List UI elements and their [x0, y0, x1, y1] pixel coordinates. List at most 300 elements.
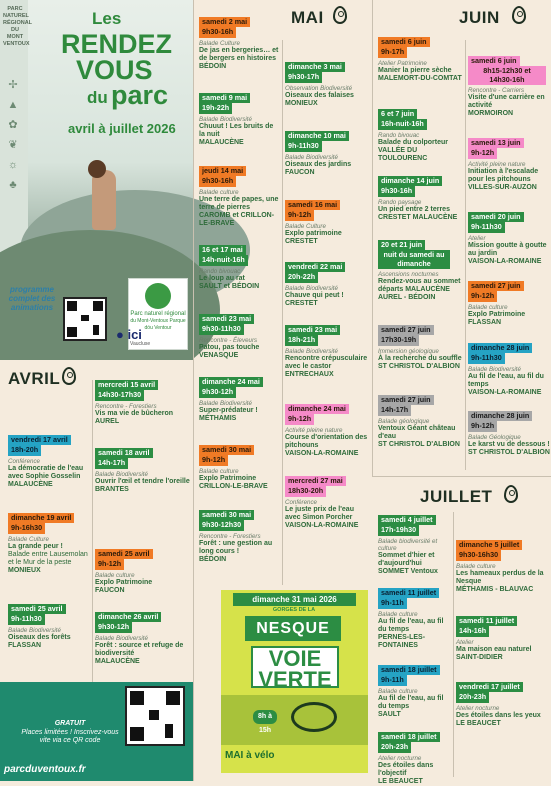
event-category: Balade Biodiversité [285, 284, 338, 292]
column-divider [193, 0, 194, 781]
title-les: Les [92, 9, 122, 28]
event-date: dimanche 24 mai [285, 404, 349, 414]
event-time: 16h-nuit-16h [378, 119, 427, 129]
event-date: samedi 11 juillet [378, 588, 439, 598]
event-place: FLASSAN [8, 641, 42, 649]
event-date: dimanche 28 juin [468, 411, 532, 421]
event-juin-6b[interactable] [468, 56, 550, 118]
event-category: Balade Biodiversité [199, 399, 252, 407]
event-title: Explo Patrimoine [95, 578, 153, 586]
event-date: dimanche 19 avril [8, 513, 74, 523]
event-place: ST CHRISTOL D'ALBION [378, 440, 460, 448]
event-date: jeudi 14 mai [199, 166, 246, 176]
event-place: VALLÉE DU TOULOURENC [378, 146, 428, 162]
event-place: MALEMORT-DU-COMTAT [378, 74, 462, 82]
event-category: Balade Biodiversité [285, 153, 338, 161]
event-juillet-18b[interactable] [378, 732, 452, 786]
event-time: 9h-11h30 [285, 141, 322, 151]
event-place: SAULT et BÉDOIN [199, 282, 260, 290]
event-avril-15[interactable] [95, 380, 191, 426]
event-category: Atelier [456, 638, 474, 646]
event-time: 9h30-11h30 [199, 324, 244, 334]
event-date: vendredi 17 juillet [456, 682, 523, 692]
event-speaker: avec Sophie Gosselin [8, 472, 81, 480]
event-mai-27[interactable] [285, 476, 369, 530]
event-place: VAISON-LA-ROMAINE [468, 388, 542, 396]
event-category: Rando bivouac [199, 267, 241, 275]
event-mai-24a[interactable] [199, 377, 279, 423]
event-time: 9h30-16h [199, 27, 236, 37]
event-date: samedi 9 mai [199, 93, 250, 103]
event-avril-25b[interactable] [8, 604, 90, 650]
event-date: dimanche 24 mai [199, 377, 263, 387]
event-place: LE BEAUCET [456, 719, 501, 727]
event-category: Atelier nocturne [378, 754, 422, 762]
event-place: ENTRECHAUX [285, 370, 334, 378]
event-juin-28b[interactable] [468, 411, 550, 457]
event-mai-30a[interactable] [199, 445, 279, 491]
event-date: vendredi 22 mai [285, 262, 345, 272]
event-place: PERNES-LES-FONTAINES [378, 633, 426, 649]
event-place: MÉTHAMIS [199, 414, 237, 422]
event-place: MALAUCÈNE [8, 480, 53, 488]
event-title: La démocratie de l'eau [8, 464, 84, 472]
event-place: ST CHRISTOL D'ALBION [468, 448, 550, 456]
event-date: 6 et 7 juin [378, 109, 417, 119]
event-category: Balade culture [378, 687, 418, 695]
sun-icon: ☼ [7, 159, 19, 171]
programme-text: programme complet des animations [8, 285, 56, 312]
event-time: 9h-16h30 [8, 523, 45, 533]
gratuit-text: GRATUIT [54, 720, 86, 727]
event-time: 9h-11h [378, 675, 407, 685]
divider [282, 40, 283, 585]
event-date: samedi 25 avril [95, 549, 153, 559]
event-time: 9h30-12h [199, 387, 236, 397]
event-title: Forêt : une gestion au long cours ! [199, 539, 273, 555]
event-title: Chauve qui peut ! [285, 291, 344, 299]
event-category: Rando paysage [378, 198, 422, 206]
gorges-text: GORGES DE LA [272, 607, 316, 613]
event-time: 9h30-12h30 [199, 520, 244, 530]
event-title: Super-prédateur ! [199, 406, 258, 414]
event-time: 18h-20h [8, 445, 41, 455]
event-title: Ventoux Géant château d'eau [378, 424, 456, 440]
event-mai-30b[interactable] [199, 510, 279, 564]
event-date: samedi 30 mai [199, 510, 254, 520]
event-category: Rencontre - Carriers [468, 86, 525, 94]
event-title: Le juste prix de l'eau [285, 505, 354, 513]
event-time: 9h-11h30 [468, 222, 505, 232]
event-category: Conférence [8, 457, 40, 465]
event-date: samedi 2 mai [199, 17, 250, 27]
event-place: SAULT [378, 710, 401, 718]
month-avril: AVRIL [8, 369, 61, 388]
event-juin-28a[interactable] [468, 343, 550, 397]
event-date: samedi 20 juin [468, 212, 524, 222]
event-title: Visite d'une carrière en activité [468, 93, 545, 109]
month-juillet: JUILLET [420, 487, 493, 506]
event-date: samedi 16 mai [285, 200, 340, 210]
voie-verte-poster[interactable] [221, 590, 368, 773]
event-time: 9h30-16h30 [456, 550, 501, 560]
event-title: De jas en bergeries… et de bergers en histoires [199, 46, 279, 62]
event-place: FLASSAN [468, 318, 502, 326]
event-time: 9h30-16h [378, 186, 415, 196]
title-du: du [87, 88, 108, 107]
event-category: Balade culture [378, 610, 418, 618]
event-time: 9h30-17h [285, 72, 322, 82]
event-time: nuit du samedi au dimanche [378, 250, 450, 269]
event-title: Un pied entre 2 terres [378, 205, 450, 213]
event-place: MONIEUX [285, 99, 318, 107]
event-time: 9h-12h [468, 291, 497, 301]
event-date: mercredi 27 mai [285, 476, 346, 486]
event-time: 14h-17h [95, 458, 128, 468]
signup-qr-code[interactable] [125, 686, 185, 746]
voie-verte-date: dimanche 31 mai 2026 [233, 593, 356, 606]
event-place: CRESTET [285, 299, 318, 307]
event-category: Rencontre - Éleveurs [199, 336, 258, 344]
event-place: VAISON-LA-ROMAINE [285, 449, 359, 457]
event-title: Vis ma vie de bûcheron [95, 409, 174, 417]
event-time: 18h-21h [285, 335, 318, 345]
gratuit-note [20, 720, 120, 746]
event-date: samedi 30 mai [199, 445, 254, 455]
event-mai-23a[interactable] [199, 314, 279, 360]
event-juin-20a[interactable] [468, 212, 550, 266]
flower-icon: ✿ [8, 119, 18, 131]
voie-verte-hours: 8h à 15h [253, 710, 277, 724]
bicycle-icon [291, 702, 337, 732]
event-juin-13[interactable] [468, 138, 550, 192]
event-title: Oiseaux des jardins [285, 160, 352, 168]
event-place: MONIEUX [8, 566, 41, 574]
event-category: Balade Biodiversité [468, 365, 521, 373]
event-title: Chuuut ! Les bruits de la nuit [199, 122, 274, 138]
event-place: BÉDOIN [199, 555, 227, 563]
subtitle: avril à juillet 2026 [68, 121, 176, 136]
event-title: Le loup au rat [199, 274, 245, 282]
event-date: samedi 27 juin [378, 395, 434, 405]
event-mai-16[interactable] [285, 200, 369, 246]
location-pin-icon [512, 6, 526, 24]
event-time: 9h-12h [468, 148, 497, 158]
event-time: 9h-11h30 [8, 614, 45, 624]
badge-ventoux-text: du Mont-Ventoux Parque dóu Ventour [130, 318, 186, 331]
title-vous: VOUS [76, 55, 153, 85]
event-date: samedi 11 juillet [456, 616, 517, 626]
event-place: MÉTHAMIS - BLAUVAC [456, 585, 534, 593]
event-title: Explo Patrimoine [199, 474, 257, 482]
event-date: dimanche 5 juillet [456, 540, 522, 550]
event-category: Atelier [468, 234, 486, 242]
event-place: MALAUCÈNE [95, 657, 140, 665]
event-date: dimanche 26 avril [95, 612, 161, 622]
event-category: Observation Biodiversité [285, 84, 353, 92]
event-mai-24b[interactable] [285, 404, 369, 458]
event-category: Activité pleine nature [285, 426, 343, 434]
divider [92, 380, 93, 682]
event-category: Activité pleine nature [468, 160, 526, 168]
event-place: ST CHRISTOL D'ALBION [378, 362, 460, 370]
event-title: Le karst vu de dessous ! [468, 440, 550, 448]
event-time: 20h-23h [378, 742, 411, 752]
event-category: Balade géologique [378, 417, 430, 425]
event-place: VILLES-SUR-AUZON [468, 183, 537, 191]
ici-text: ici [127, 327, 142, 342]
hiker-head [88, 160, 106, 178]
event-category: Balade culture [456, 562, 496, 570]
event-time: 9h-12h [468, 421, 497, 431]
event-title: Course d'orientation des pitchouns [285, 433, 368, 449]
event-juin-20-21[interactable] [378, 240, 462, 302]
event-category: Balade culture [199, 188, 239, 196]
event-category: Rencontre - Forestiers [95, 402, 157, 410]
event-title: Manier la pierre sèche [378, 66, 452, 74]
event-time: 8h15-12h30 et 14h30-16h [468, 66, 546, 85]
event-title: Les hameaux perdus de la Nesque [456, 569, 544, 585]
event-title: Forêt : source et refuge de biodiversité [95, 641, 184, 657]
event-category: Balade culture [468, 303, 508, 311]
event-avril-26[interactable] [95, 612, 191, 666]
mountain-icon: ▲ [7, 99, 19, 111]
location-pin-icon [333, 6, 347, 24]
event-category: Balade Biodiversité [199, 115, 252, 123]
divider [465, 40, 466, 470]
event-date: dimanche 14 juin [378, 176, 442, 186]
event-date: samedi 6 juin [378, 37, 430, 47]
event-time: 9h-12h [285, 210, 314, 220]
event-date: samedi 18 juillet [378, 665, 440, 675]
cover-poster [0, 0, 193, 360]
event-title: Explo Patrimoine [468, 310, 526, 318]
hiker-figure [92, 170, 116, 230]
event-time: 9h-12h [285, 414, 314, 424]
event-time: 17h30-19h [378, 335, 419, 345]
event-title: Rendez-vous au sommet [378, 277, 461, 285]
event-title: Des étoiles dans les yeux [456, 711, 541, 719]
ici-logo: ● ici Vaucluse [116, 327, 151, 347]
event-date: samedi 27 juin [468, 281, 524, 291]
event-avril-19[interactable] [8, 513, 90, 575]
divider [453, 512, 454, 777]
badge-parc-text: Parc naturel régional [130, 311, 186, 317]
event-place: BÉDOIN [199, 62, 227, 70]
event-title: Mission goutte à goutte au jardin [468, 241, 547, 257]
website-link[interactable]: parcduventoux.fr [4, 764, 86, 775]
event-date: samedi 4 juillet [378, 515, 436, 525]
event-date: 16 et 17 mai [199, 245, 246, 255]
ici-sub: Vaucluse [130, 341, 151, 347]
nesque-title: NESQUE [245, 616, 341, 641]
event-juin-14[interactable] [378, 176, 462, 222]
event-time: 20h-22h [285, 272, 318, 282]
event-place: SAINT-DIDIER [456, 653, 503, 661]
event-title: Ma maison eau naturel [456, 645, 532, 653]
event-category: Balade culture [95, 571, 135, 579]
event-title: À la recherche du souffle [378, 354, 462, 362]
event-category: Immersion géologique [378, 347, 439, 355]
voie-verte-title: VOIE VERTE [251, 646, 339, 688]
event-mai-9[interactable] [199, 93, 279, 147]
event-category: Balade culture [199, 467, 239, 475]
event-category: Atelier nocturne [456, 704, 500, 712]
event-juin-27a[interactable] [468, 281, 550, 327]
event-date: mercredi 15 avril [95, 380, 158, 390]
event-juillet-11a[interactable] [378, 588, 452, 650]
event-category: Balade Culture [285, 222, 326, 230]
event-speaker: avec Simon Porcher [285, 513, 353, 521]
side-icons [6, 75, 20, 195]
event-time: 14h30-17h30 [95, 390, 144, 400]
event-time: 9h-12h [95, 559, 124, 569]
event-place: VENASQUE [199, 351, 239, 359]
event-juin-6a[interactable] [378, 37, 462, 83]
leaf-icon: ❦ [8, 139, 18, 151]
tree-icon: ♣ [9, 179, 17, 191]
event-category: Balade Culture [199, 39, 240, 47]
event-title: Sommet d'hier et d'aujourd'hui [378, 551, 435, 567]
event-juillet-5[interactable] [456, 540, 550, 594]
event-category: Balade Géologique [468, 433, 521, 441]
event-title: Rencontre crépusculaire avec le castor [285, 354, 368, 370]
event-date: vendredi 17 avril [8, 435, 71, 445]
event-juillet-18a[interactable] [378, 665, 452, 719]
event-place: CRILLON-LE-BRAVE [199, 482, 268, 490]
event-category: Balade Biodiversité [95, 634, 148, 642]
event-category: Conférence [285, 498, 317, 506]
event-title: Des étoiles dans l'objectif [378, 761, 434, 777]
event-place: MALAUCÈNE [199, 138, 244, 146]
event-title: Oiseaux des falaises [285, 91, 354, 99]
event-time: 14h-nuit-16h [199, 255, 248, 265]
event-category: Rencontre - Forestiers [199, 532, 261, 540]
event-place: départs MALAUCÈNE AUREL - BÉDOIN [378, 285, 450, 301]
event-place: AUREL [95, 417, 120, 425]
event-time: 9h-11h30 [468, 353, 505, 363]
event-subtitle: Balade entre Lausemolan et le Mur de la peste [8, 550, 88, 566]
event-juillet-4[interactable] [378, 515, 452, 576]
event-mai-16-17[interactable] [199, 245, 279, 291]
event-place: MORMOIRON [468, 109, 514, 117]
event-juillet-17[interactable] [456, 682, 550, 728]
event-mai-14[interactable] [199, 166, 279, 228]
event-category: Ascensions nocturnes [378, 270, 439, 278]
event-title: Ouvrir l'œil et tendre l'oreille [95, 477, 190, 485]
event-title: La grande peur ! [8, 542, 63, 550]
event-juin-27b[interactable] [378, 325, 462, 371]
event-place: CRESTET [285, 237, 318, 245]
event-title: Au fil de l'eau, au fil du temps [378, 694, 444, 710]
event-mai-22[interactable] [285, 262, 369, 308]
event-mai-2[interactable] [199, 17, 279, 71]
event-juin-27c[interactable] [378, 395, 462, 449]
event-mai-3[interactable] [285, 62, 369, 108]
event-time: 14h-17h [378, 405, 411, 415]
event-place: VAISON-LA-ROMAINE [468, 257, 542, 265]
event-date: samedi 25 avril [8, 604, 66, 614]
location-pin-icon [62, 367, 76, 385]
event-avril-17[interactable] [8, 435, 90, 489]
event-time: 14h-16h [456, 626, 489, 636]
event-place: SOMMET Ventoux [378, 567, 438, 575]
event-title: Balade du colporteur [378, 138, 449, 146]
title-rendez: RENDEZ [61, 29, 173, 59]
event-time: 9h-17h [378, 47, 407, 57]
event-title: Explo patrimoine [285, 229, 342, 237]
event-time: 19h-22h [199, 103, 232, 113]
event-mai-23b[interactable] [285, 325, 369, 379]
event-place: BRANTES [95, 485, 129, 493]
bird-icon: ✢ [8, 79, 18, 91]
event-date: samedi 23 mai [285, 325, 340, 335]
event-place: FAUCON [95, 586, 125, 594]
event-category: Balade Culture [8, 535, 49, 543]
places-limitees-text: Places limitées ! Inscrivez-vous vite via ce QR code [21, 728, 119, 744]
event-category: Atelier Patrimoine [378, 59, 427, 67]
event-date: dimanche 28 juin [468, 343, 532, 353]
event-title: Initiation à l'escalade pour les pitchouns [468, 167, 539, 183]
event-date: samedi 13 juin [468, 138, 524, 148]
event-place: LE BEAUCET [378, 777, 423, 785]
event-time: 17h-19h30 [378, 525, 419, 535]
event-date: 20 et 21 juin [378, 240, 425, 250]
event-place: VAISON-LA-ROMAINE [285, 521, 359, 529]
event-category: Balade Biodiversité [95, 470, 148, 478]
event-category: Balade Biodiversité [8, 626, 61, 634]
mai-a-velo-logo: MAI à vélo [225, 750, 275, 761]
divider [372, 476, 551, 477]
event-date: samedi 27 juin [378, 325, 434, 335]
event-date: samedi 23 mai [199, 314, 254, 324]
title-parc: parc [111, 80, 169, 110]
event-place: CRESTET MALAUCÈNE [378, 213, 458, 221]
event-time: 9h30-12h [95, 622, 132, 632]
parc-logo-icon [145, 283, 171, 309]
event-title: Au fil de l'eau, au fil du temps [468, 372, 544, 388]
event-time: 9h-12h [199, 455, 228, 465]
event-time: 18h30-20h [285, 486, 326, 496]
event-date: dimanche 3 mai [285, 62, 345, 72]
event-time: 9h30-16h [199, 176, 236, 186]
event-mai-10[interactable] [285, 131, 369, 177]
event-place: CAROMB et CRILLON-LE-BRAVE [199, 211, 275, 227]
event-date: dimanche 10 mai [285, 131, 349, 141]
event-date: samedi 18 juillet [378, 732, 440, 742]
event-juillet-11b[interactable] [456, 616, 550, 662]
event-time: 20h-23h [456, 692, 489, 702]
event-category: Rando bivouac [378, 131, 420, 139]
location-pin-icon [504, 485, 518, 503]
month-mai: MAI [291, 8, 324, 27]
event-place: FAUCON [285, 168, 315, 176]
programme-qr-code[interactable] [63, 297, 107, 341]
event-time: 9h-11h [378, 598, 407, 608]
event-date: samedi 18 avril [95, 448, 153, 458]
event-category: Balade biodiversité et culture [378, 537, 438, 552]
event-title: Une terre de papes, une terre de pierres [199, 195, 279, 211]
event-title: Oiseaux des forêts [8, 633, 71, 641]
event-date: samedi 6 juin [468, 56, 520, 66]
event-title: Patou, pas touche [199, 343, 260, 351]
event-avril-18[interactable] [95, 448, 191, 494]
event-category: Balade Biodiversité [285, 347, 338, 355]
month-juin: JUIN [459, 8, 500, 27]
event-title: Au fil de l'eau, au fil du temps [378, 617, 444, 633]
event-avril-25a[interactable] [95, 549, 191, 595]
event-juin-6-7[interactable] [378, 109, 462, 163]
